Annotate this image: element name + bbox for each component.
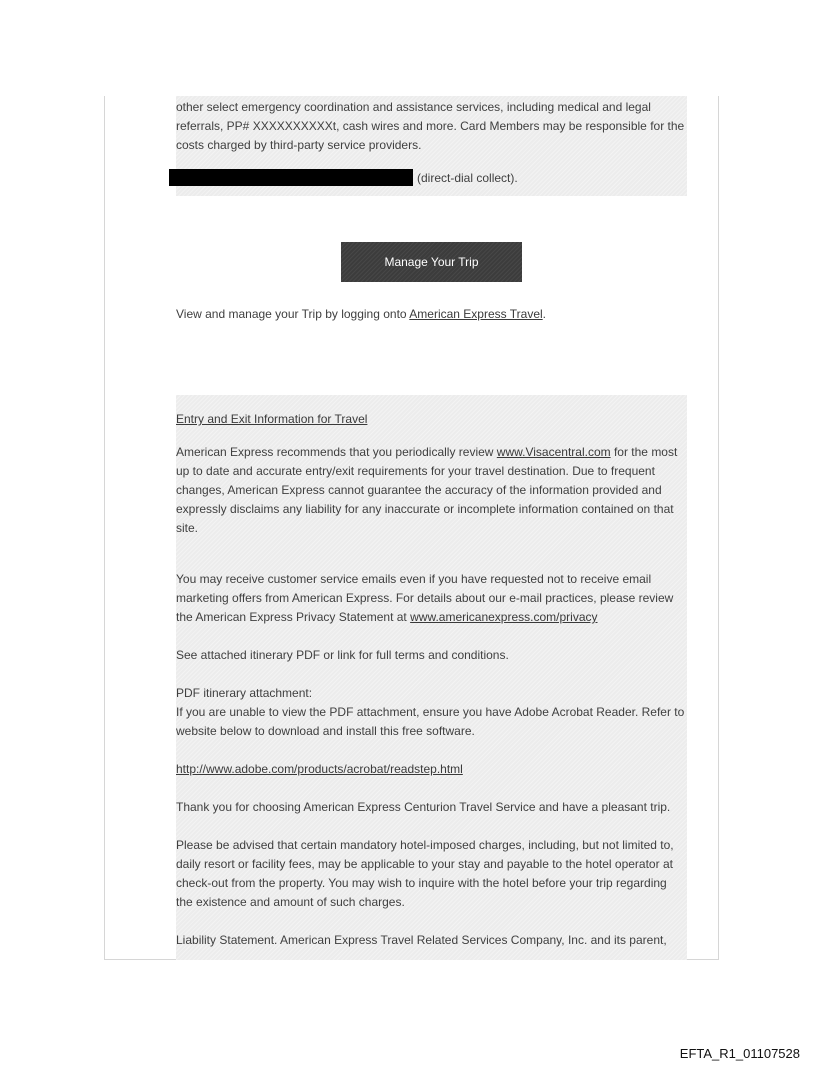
manage-your-trip-button[interactable]: Manage Your Trip	[341, 242, 522, 282]
adobe-link[interactable]: http://www.adobe.com/products/acrobat/readstep.html	[176, 762, 463, 776]
visacentral-link[interactable]: www.Visacentral.com	[496, 445, 611, 459]
manage-trip-text: View and manage your Trip by logging onto	[176, 307, 410, 321]
pdf-title: PDF itinerary attachment:	[176, 686, 313, 700]
redaction-block	[169, 169, 413, 186]
entry-exit-text: American Express recommends that you periodically review	[176, 445, 497, 459]
terms-note: See attached itinerary PDF or link for full terms and conditions.	[176, 648, 509, 662]
redacted-phone-row	[169, 169, 518, 186]
entry-exit-text-cont: for the most up to date and accurate entry/exit requirements for your travel destination. Due to frequent changes, American Express cannot guarantee the accuracy of the information provided and expressly disclaims any liability for any inaccurate or incomplete information contained on that site.	[176, 445, 678, 535]
privacy-text: You may receive customer service emails even if you have requested not to receive email marketing offers from American Express. For details about our e-mail practices, please review the American Express Privacy Statement at	[176, 572, 674, 624]
manage-trip-period: .	[542, 307, 547, 321]
liability-text: Liability Statement. American Express Travel Related Services Company, Inc. and its parent,	[176, 933, 667, 947]
pdf-text: If you are unable to view the PDF attachment, ensure you have Adobe Acrobat Reader. Refer to website below to download and install this free software.	[176, 705, 685, 738]
hotel-charges-text: Please be advised that certain mandatory hotel-imposed charges, including, but not limited to, daily resort or facility fees, may be applicable to your stay and payable to the hotel operator at check-out from the property. You may wish to inquire with the hotel before your trip regarding the existence and amount of such charges.	[176, 838, 674, 909]
american-express-travel-link[interactable]: American Express Travel	[409, 307, 543, 321]
document-id: EFTA_R1_01107528	[679, 1046, 800, 1061]
entry-exit-heading	[176, 410, 686, 429]
entry-exit-heading-link[interactable]: Entry and Exit Information for Travel	[176, 412, 368, 426]
entry-exit-paragraph	[176, 443, 686, 538]
privacy-link[interactable]: www.americanexpress.com/privacy	[410, 610, 598, 624]
thanks-text: Thank you for choosing American Express Centurion Travel Service and have a pleasant trip.	[176, 800, 671, 814]
privacy-paragraph	[176, 570, 686, 627]
manage-trip-line	[176, 305, 686, 324]
direct-dial-text: (direct-dial collect).	[417, 170, 518, 185]
emergency-text: other select emergency coordination and assistance services, including medical and legal referrals, PP# XXXXXXXXXXt, cash wires and more. Card Members may be responsible for the costs charged by third-party service providers.	[176, 100, 685, 152]
adobe-link-line	[176, 760, 686, 779]
